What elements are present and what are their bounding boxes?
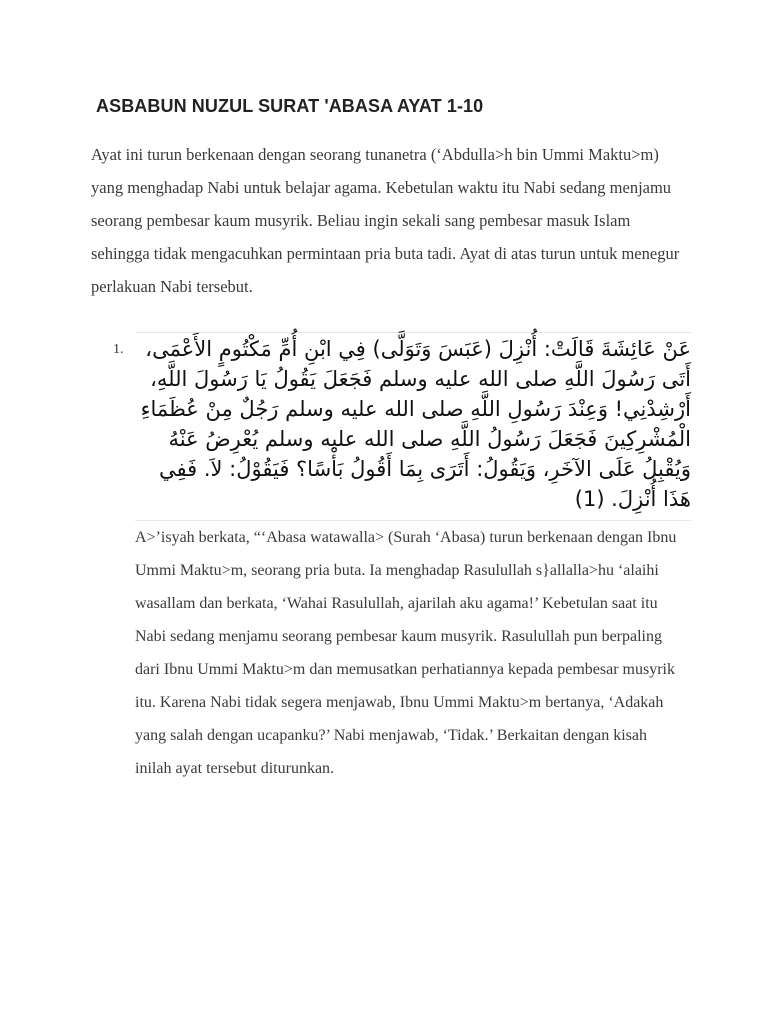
list-number: 1. (113, 342, 124, 357)
divider-top (135, 332, 691, 333)
document-title: ASBABUN NUZUL SURAT 'ABASA AYAT 1-10 (96, 96, 484, 116)
intro-paragraph: Ayat ini turun berkenaan dengan seorang tunanetra (‘Abdulla>h bin Ummi Maktu>m) yang menghadap Nabi untuk belajar agama. Kebetulan waktu itu Nabi sedang menjamu seorang pembesar kaum musyrik. Beliau ingin sekali sang pembesar masuk Islam sehingga tidak mengacuhkan permintaan pria buta tadi. Ayat di atas turun untuk menegur perlakuan Nabi tersebut. (91, 145, 680, 296)
hadith-translation: A>’isyah berkata, “‘Abasa watawalla> (Surah ‘Abasa) turun berkenaan dengan Ibnu Ummi Maktu>m, seorang pria buta. Ia menghadap Rasulullah s}allalla>hu ‘alaihi wasallam dan berkata, ‘Wahai Rasulullah, ajarilah aku agama!’ Kebetulan saat itu Nabi sedang menjamu seorang pembesar kaum musyrik. Rasulullah pun berpaling dari Ibnu Ummi Maktu>m dan memusatkan perhatiannya kepada pembesar musyrik itu. Karena Nabi tidak segera menjawab, Ibnu Ummi Maktu>m bertanya, ‘Adakah yang salah dengan ucapanku?’ Nabi menjawab, ‘Tidak.’ Berkaitan dengan kisah inilah ayat tersebut diturunkan. (135, 529, 677, 777)
arabic-hadith-text: عَنْ عَائِشَةَ قَالَتْ: أُنْزِلَ (عَبَسَ وَتَوَلَّى) فِي ابْنِ أُمِّ مَكْتُومٍ الأَعْمَى، أَتَى رَسُولَ اللَّهِ صلى الله عليه وسلم فَجَعَلَ يَقُولُ يَا رَسُولَ اللَّهِ، أَرْشِدْنِي! وَعِنْدَ رَسُولِ اللَّهِ صلى الله عليه وسلم رَجُلٌ مِنْ عُظَمَاءِ الْمُشْرِكِينَ فَجَعَلَ رَسُولُ اللَّهِ صلى الله عليه وسلم يُعْرِضُ عَنْهُ وَيُقْبِلُ عَلَى الآخَرِ، وَيَقُولُ: أَتَرَى بِمَا أَقُولُ بَأْسًا؟ فَيَقُوْلُ: لاَ. فَفِي هَذَا أُنْزِلَ. (1) (140, 337, 691, 511)
